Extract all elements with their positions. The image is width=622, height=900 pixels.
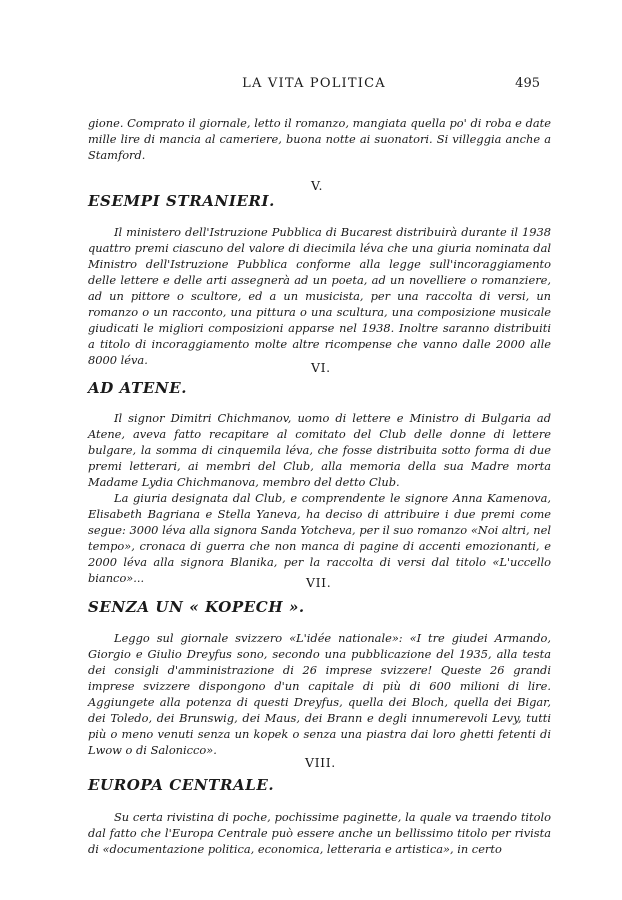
section-numeral-vi: VI. — [311, 360, 331, 375]
section-paragraph: Il ministero dell'Istruzione Pubblica di Bucarest distribuirà durante il 1938 quattro premi ciascuno del valore di diecimila léva che una giuria nominata dal Ministro dell'Istruzione Pubblica conforme alla legge sull'incoraggiamento delle lettere e delle arti assegnerà ad un poeta, ad un novelliere o romanziere, ad un pittore o scultore, ed a un musicista, per una raccolta di versi, un romanzo o un racconto, una pittura o una scultura, una composizione musicale giudicati le migliori composizioni apparse nel 1938. Inoltre saranno distribuiti a titolo di incoraggiamento molte altre ricompense che vanno dalle 2000 alle 8000 léva. — [88, 225, 551, 367]
page-header — [88, 76, 540, 96]
opening-paragraph: gione. Comprato il giornale, letto il romanzo, mangiata quella po' di roba e date mille lire di mancia al cameriere, buona notte ai suonatori. Si villeggia anche a Stamford. — [88, 116, 551, 162]
section-numeral-viii: VIII. — [305, 755, 336, 770]
running-title: LA VITA POLITICA — [242, 76, 386, 91]
section-heading-senza-un-kopech: SENZA UN « KOPECH ». — [88, 598, 305, 616]
page-number: 495 — [515, 76, 540, 91]
opening-block — [88, 115, 551, 163]
section-numeral-vii: VII. — [306, 575, 332, 590]
section-paragraph: La giuria designata dal Club, e comprendente le signore Anna Kamenova, Elisabeth Bagriana e Stella Yaneva, ha deciso di attribuire i due premi come segue: 3000 léva alla signora Sanda Yotcheva, per il suo romanzo «Noi altri, nel tempo», cronaca di guerra che non manca di pagine di accenti emozionanti, e 2000 léva alla signora Blanika, per la raccolta di versi dal titolo «L'uccello bianco»... — [88, 491, 551, 585]
section-body-viii — [88, 809, 551, 857]
section-heading-esempi-stranieri: ESEMPI STRANIERI. — [88, 192, 275, 210]
section-body-vi — [88, 410, 551, 586]
section-body-vii — [88, 630, 551, 758]
section-paragraph: Leggo sul giornale svizzero «L'idée nationale»: «I tre giudei Armando, Giorgio e Giulio Dreyfus sono, secondo una pubblicazione del 1935, alla testa dei consigli d'amministrazione di 26 imprese svizzere! Queste 26 grandi imprese svizzere dispongono d'un capitale di più di 600 milioni di lire. Aggiungete alla potenza di questi Dreyfus, quella dei Bloch, quella dei Bigar, dei Toledo, dei Brunswig, dei Maus, dei Brann e degli innumerevoli Levy, tutti più o meno venuti senza un kopek o senza una piastra dai loro ghetti fetenti di Lwow o di Salonicco». — [88, 631, 551, 757]
section-heading-europa-centrale: EUROPA CENTRALE. — [88, 776, 275, 794]
section-body-v — [88, 224, 551, 368]
section-paragraph: Su certa rivistina di poche, pochissime paginette, la quale va traendo titolo dal fatto che l'Europa Centrale può essere anche un bellissimo titolo per rivista di «documentazione politica, economica, letteraria e artistica», in certo — [88, 810, 551, 856]
section-paragraph: Il signor Dimitri Chichmanov, uomo di lettere e Ministro di Bulgaria ad Atene, aveva fatto recapitare al comitato del Club delle donne di lettere bulgare, la somma di cinquemila léva, che fosse distribuita sotto forma di due premi letterari, ai membri del Club, alla memoria della sua Madre morta Madame Lydia Chichmanova, membro del detto Club. — [88, 411, 551, 489]
section-numeral-v: V. — [311, 178, 324, 193]
section-heading-ad-atene: AD ATENE. — [88, 379, 188, 397]
